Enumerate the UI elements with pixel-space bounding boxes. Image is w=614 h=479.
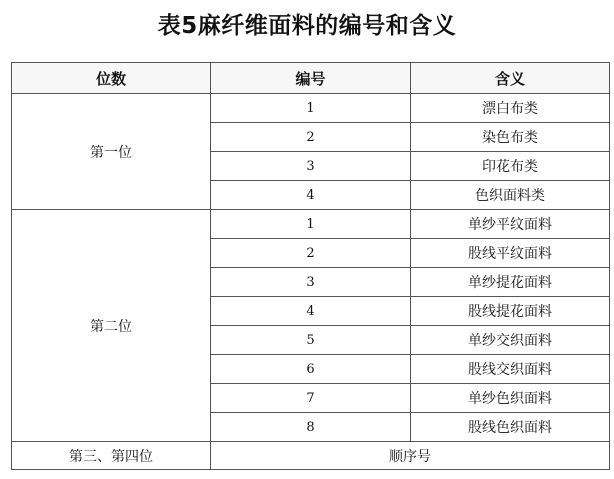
code-cell: 4 [211, 181, 411, 210]
meaning-cell: 股线平纹面料 [411, 239, 610, 268]
header-row [12, 63, 610, 94]
code-cell: 2 [211, 123, 411, 152]
header-meaning: 含义 [411, 63, 610, 94]
table-row [12, 94, 610, 123]
table-row-sequence [12, 442, 610, 470]
meaning-cell: 股线色织面料 [411, 413, 610, 442]
code-cell: 7 [211, 384, 411, 413]
position-cell-third-fourth: 第三、第四位 [12, 442, 211, 470]
code-cell: 1 [211, 210, 411, 239]
meaning-cell: 股线提花面料 [411, 297, 610, 326]
meaning-cell: 单纱平纹面料 [411, 210, 610, 239]
table-row [12, 210, 610, 239]
meaning-cell: 单纱色织面料 [411, 384, 610, 413]
code-cell: 8 [211, 413, 411, 442]
position-cell-second: 第二位 [12, 210, 211, 442]
code-cell: 3 [211, 268, 411, 297]
meaning-cell: 单纱提花面料 [411, 268, 610, 297]
code-cell: 6 [211, 355, 411, 384]
code-cell: 1 [211, 94, 411, 123]
header-position: 位数 [12, 63, 211, 94]
code-cell: 5 [211, 326, 411, 355]
code-cell: 2 [211, 239, 411, 268]
sequence-number-cell: 顺序号 [211, 442, 610, 470]
meaning-cell: 印花布类 [411, 152, 610, 181]
code-cell: 3 [211, 152, 411, 181]
meaning-cell: 漂白布类 [411, 94, 610, 123]
code-cell: 4 [211, 297, 411, 326]
meaning-cell: 色织面料类 [411, 181, 610, 210]
meaning-cell: 染色布类 [411, 123, 610, 152]
header-code: 编号 [211, 63, 411, 94]
meaning-cell: 股线交织面料 [411, 355, 610, 384]
meaning-cell: 单纱交织面料 [411, 326, 610, 355]
fabric-code-table [11, 62, 610, 470]
position-cell-first: 第一位 [12, 94, 211, 210]
table-title: 表5麻纤维面料的编号和含义 [157, 13, 457, 39]
